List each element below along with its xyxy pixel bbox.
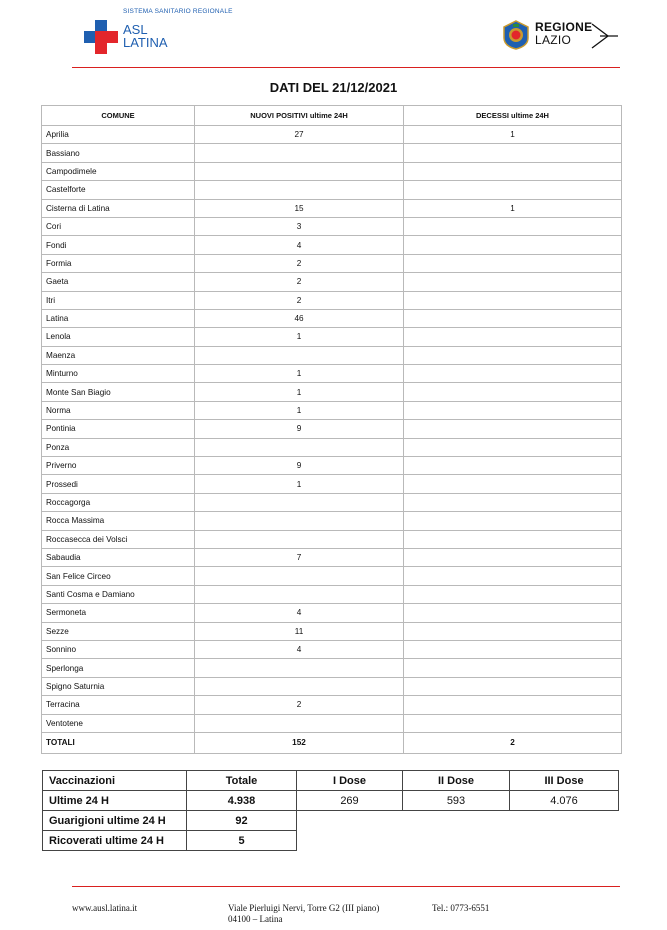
comune-cell: Bassiano [42, 144, 195, 162]
positivi-cell: 46 [195, 309, 404, 327]
table-row [42, 714, 622, 732]
vax-header-row [43, 771, 619, 791]
table-row [42, 604, 622, 622]
comune-cell: Sabaudia [42, 548, 195, 566]
table-row [42, 181, 622, 199]
positivi-cell [195, 493, 404, 511]
table-row [42, 622, 622, 640]
positivi-cell: 2 [195, 291, 404, 309]
comune-cell: Gaeta [42, 273, 195, 291]
decessi-cell [404, 604, 622, 622]
decessi-cell [404, 530, 622, 548]
table-row [42, 567, 622, 585]
comune-cell: San Felice Circeo [42, 567, 195, 585]
positivi-cell: 1 [195, 328, 404, 346]
vax-values-row [43, 791, 619, 811]
decessi-cell [404, 457, 622, 475]
decessi-cell [404, 640, 622, 658]
decessi-cell [404, 714, 622, 732]
asl-name: ASL LATINA [123, 22, 168, 50]
comune-cell: Terracina [42, 696, 195, 714]
positivi-cell: 4 [195, 604, 404, 622]
vax-iii-dose: 4.076 [510, 791, 619, 811]
decessi-cell: 1 [404, 126, 622, 144]
decessi-cell [404, 512, 622, 530]
table-row [42, 346, 622, 364]
positivi-cell [195, 677, 404, 695]
header-decessi: DECESSI ultime 24H [404, 106, 622, 126]
positivi-cell [195, 346, 404, 364]
comune-cell: Cisterna di Latina [42, 199, 195, 217]
comune-cell: Santi Cosma e Damiano [42, 585, 195, 603]
decessi-cell [404, 548, 622, 566]
table-row [42, 548, 622, 566]
table-header-row [42, 106, 622, 126]
table-row [42, 273, 622, 291]
positivi-cell: 4 [195, 236, 404, 254]
positivi-cell: 9 [195, 420, 404, 438]
table-row [42, 309, 622, 327]
footer-divider [72, 886, 620, 887]
positivi-cell [195, 659, 404, 677]
lazio-emblem-icon [502, 20, 530, 50]
footer-address: Viale Pierluigi Nervi, Torre G2 (III piano) 04100 – Latina [228, 903, 380, 924]
guarigioni-row [43, 811, 619, 831]
positivi-cell [195, 438, 404, 456]
table-row [42, 640, 622, 658]
positivi-cell: 1 [195, 365, 404, 383]
comune-cell: Latina [42, 309, 195, 327]
regione-lazio-logo [502, 18, 622, 54]
table-row [42, 291, 622, 309]
positivi-cell: 1 [195, 383, 404, 401]
table-row [42, 162, 622, 180]
header-nuovi-positivi: NUOVI POSITIVI ultime 24H [195, 106, 404, 126]
decessi-cell [404, 622, 622, 640]
decessi-cell [404, 438, 622, 456]
decessi-cell [404, 401, 622, 419]
positivi-cell: 11 [195, 622, 404, 640]
positivi-cell: 27 [195, 126, 404, 144]
table-row [42, 383, 622, 401]
positivi-cell [195, 585, 404, 603]
comune-cell: Monte San Biagio [42, 383, 195, 401]
red-cross-icon [84, 20, 118, 54]
positivi-cell: 4 [195, 640, 404, 658]
table-row [42, 696, 622, 714]
decessi-cell [404, 493, 622, 511]
decessi-cell [404, 365, 622, 383]
table-row [42, 236, 622, 254]
decessi-cell [404, 567, 622, 585]
comune-cell: Maenza [42, 346, 195, 364]
vaccinazioni-table [42, 770, 619, 851]
vax-totale: 4.938 [187, 791, 297, 811]
table-row [42, 217, 622, 235]
positivi-cell [195, 162, 404, 180]
header-divider [72, 67, 620, 68]
decessi-cell [404, 677, 622, 695]
comune-cell: Sezze [42, 622, 195, 640]
positivi-cell [195, 530, 404, 548]
decessi-cell [404, 144, 622, 162]
table-row [42, 365, 622, 383]
table-row [42, 199, 622, 217]
decessi-cell [404, 291, 622, 309]
ricoverati-label: Ricoverati ultime 24 H [43, 831, 187, 851]
vax-ii-dose: 593 [403, 791, 510, 811]
positivi-cell: 2 [195, 696, 404, 714]
decessi-cell: 1 [404, 199, 622, 217]
vax-row-label: Ultime 24 H [43, 791, 187, 811]
comune-cell: Sermoneta [42, 604, 195, 622]
table-row [42, 512, 622, 530]
positivi-cell: 1 [195, 401, 404, 419]
table-row [42, 493, 622, 511]
comune-cell: Lenola [42, 328, 195, 346]
positivi-cell [195, 181, 404, 199]
vax-header-ii-dose: II Dose [403, 771, 510, 791]
totals-decessi: 2 [404, 732, 622, 753]
comune-cell: Spigno Saturnia [42, 677, 195, 695]
decessi-cell [404, 181, 622, 199]
vax-label: Vaccinazioni [43, 771, 187, 791]
decessi-cell [404, 254, 622, 272]
footer-phone: Tel.: 0773-6551 [432, 903, 490, 913]
comune-cell: Aprilia [42, 126, 195, 144]
table-row [42, 144, 622, 162]
table-row [42, 328, 622, 346]
positivi-cell: 2 [195, 273, 404, 291]
asl-latina-logo [84, 8, 284, 58]
positivi-cell: 9 [195, 457, 404, 475]
decessi-cell [404, 328, 622, 346]
comuni-table [41, 105, 622, 754]
totals-label: TOTALI [42, 732, 195, 753]
comune-cell: Ponza [42, 438, 195, 456]
positivi-cell: 2 [195, 254, 404, 272]
vax-header-totale: Totale [187, 771, 297, 791]
decessi-cell [404, 217, 622, 235]
comune-cell: Fondi [42, 236, 195, 254]
comune-cell: Formia [42, 254, 195, 272]
lazio-wordmark: REGIONE LAZIO [535, 20, 593, 47]
positivi-cell: 7 [195, 548, 404, 566]
comune-cell: Pontinia [42, 420, 195, 438]
comune-cell: Ventotene [42, 714, 195, 732]
table-row [42, 126, 622, 144]
lazio-swoosh-icon [590, 22, 620, 50]
table-row [42, 585, 622, 603]
vax-header-i-dose: I Dose [297, 771, 403, 791]
positivi-cell: 15 [195, 199, 404, 217]
comune-cell: Priverno [42, 457, 195, 475]
decessi-cell [404, 273, 622, 291]
decessi-cell [404, 162, 622, 180]
comune-cell: Roccagorga [42, 493, 195, 511]
footer-website[interactable]: www.ausl.latina.it [72, 903, 138, 913]
table-row [42, 420, 622, 438]
ricoverati-row [43, 831, 619, 851]
table-row [42, 677, 622, 695]
comune-cell: Sonnino [42, 640, 195, 658]
comune-cell: Itri [42, 291, 195, 309]
asl-subtitle: SISTEMA SANITARIO REGIONALE [123, 8, 233, 15]
table-row [42, 457, 622, 475]
table-row [42, 401, 622, 419]
comune-cell: Norma [42, 401, 195, 419]
comune-cell: Roccasecca dei Volsci [42, 530, 195, 548]
comune-cell: Minturno [42, 365, 195, 383]
totals-row [42, 732, 622, 753]
ricoverati-value: 5 [187, 831, 297, 851]
positivi-cell [195, 567, 404, 585]
decessi-cell [404, 475, 622, 493]
positivi-cell: 1 [195, 475, 404, 493]
comune-cell: Prossedi [42, 475, 195, 493]
vax-i-dose: 269 [297, 791, 403, 811]
comune-cell: Cori [42, 217, 195, 235]
comune-cell: Rocca Massima [42, 512, 195, 530]
decessi-cell [404, 585, 622, 603]
table-row [42, 530, 622, 548]
positivi-cell [195, 714, 404, 732]
decessi-cell [404, 696, 622, 714]
decessi-cell [404, 346, 622, 364]
decessi-cell [404, 309, 622, 327]
table-row [42, 254, 622, 272]
comune-cell: Sperlonga [42, 659, 195, 677]
decessi-cell [404, 420, 622, 438]
comune-cell: Castelforte [42, 181, 195, 199]
table-row [42, 438, 622, 456]
positivi-cell [195, 144, 404, 162]
decessi-cell [404, 659, 622, 677]
table-row [42, 659, 622, 677]
page-title: DATI DEL 21/12/2021 [269, 80, 398, 95]
header-comune: COMUNE [42, 106, 195, 126]
comune-cell: Campodimele [42, 162, 195, 180]
guarigioni-value: 92 [187, 811, 297, 831]
vax-header-iii-dose: III Dose [510, 771, 619, 791]
decessi-cell [404, 236, 622, 254]
positivi-cell [195, 512, 404, 530]
table-row [42, 475, 622, 493]
guarigioni-label: Guarigioni ultime 24 H [43, 811, 187, 831]
positivi-cell: 3 [195, 217, 404, 235]
decessi-cell [404, 383, 622, 401]
totals-positivi: 152 [195, 732, 404, 753]
